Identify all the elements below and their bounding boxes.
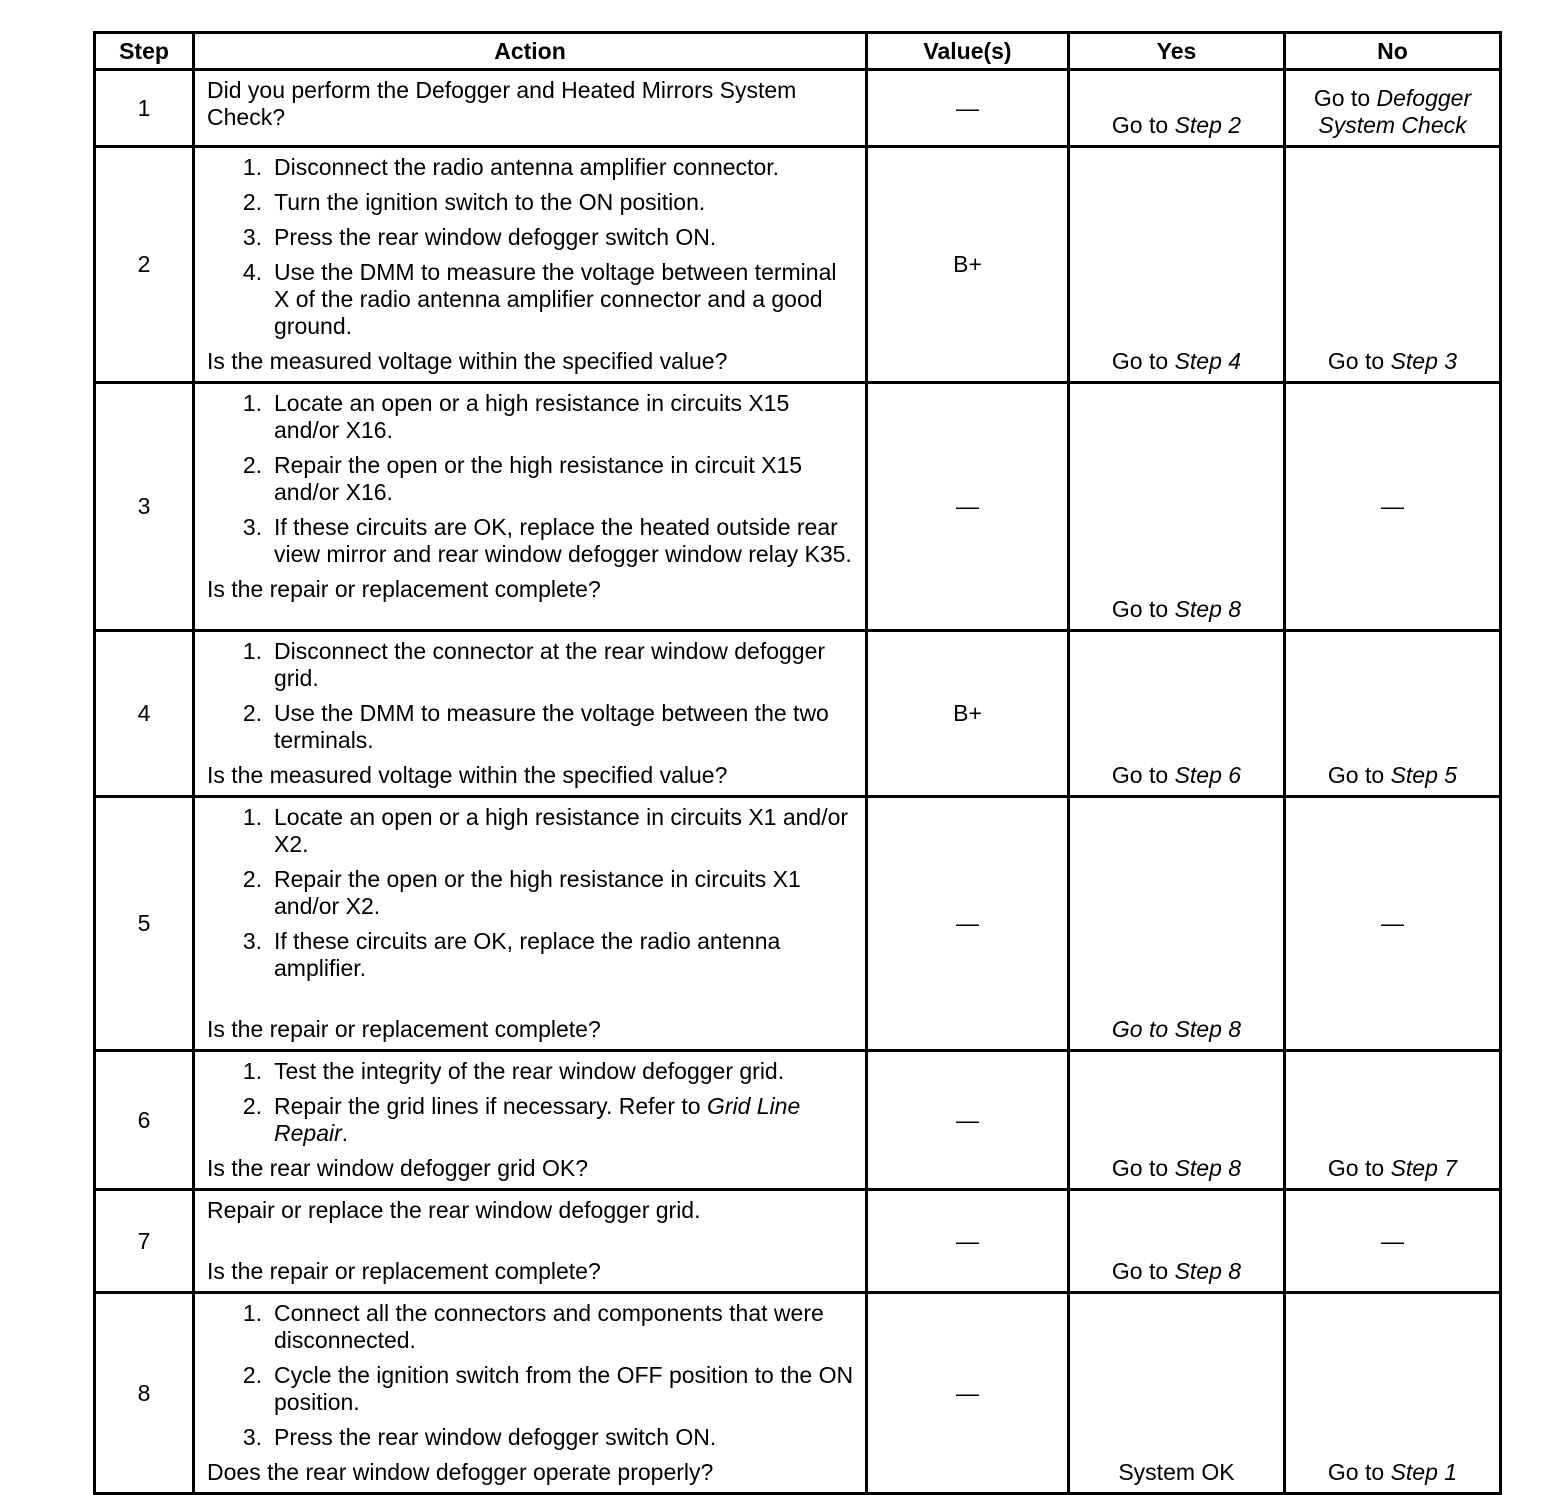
action-question: Does the rear window defogger operate properly? [207,1459,714,1485]
action-step [207,514,855,568]
no-cell [1285,797,1501,1051]
no-prefix: Go to [1327,1459,1391,1485]
action-step [207,154,855,181]
value-cell: — [867,1293,1069,1494]
no-prefix: Go to [1327,348,1391,374]
no-ref: Defogger System Check [1318,85,1472,138]
action-step-text: Repair the open or the high resistance in circuit X15 and/or X16. [274,452,803,505]
action-step [207,189,855,216]
table-row [95,70,1501,147]
yes-prefix: Go to [1111,348,1175,374]
action-steps [207,638,855,754]
yes-prefix: Go to [1111,1155,1175,1181]
action-step-number: 4. [242,259,262,285]
no-text: — [1381,493,1404,519]
yes-cell [1069,797,1285,1051]
action-step [207,390,855,444]
action-question: Is the repair or replacement complete? [207,1258,601,1284]
action-step-text: If these circuits are OK, replace the radio antenna amplifier. [274,928,781,981]
action-step-text: Connect all the connectors and components that were disconnected. [274,1300,824,1353]
action-step [207,1300,855,1354]
header-action: Action [194,33,867,70]
action-step-text: Locate an open or a high resistance in circuits X15 and/or X16. [274,390,790,443]
action-cell [194,797,867,1051]
action-step-number: 2. [242,189,262,215]
no-cell [1285,1190,1501,1293]
action-step [207,1424,855,1451]
yes-prefix: Go to [1111,112,1175,138]
action-question: Is the rear window defogger grid OK? [207,1155,588,1181]
action-step [207,866,855,920]
header-step: Step [95,33,194,70]
action-step [207,928,855,982]
action-step [207,259,855,340]
table-row [95,1293,1501,1494]
action-step-text-tail: . [341,1120,349,1146]
step-number: 8 [95,1293,194,1494]
action-step-text: If these circuits are OK, replace the heated outside rear view mirror and rear window defogger window relay K35. [274,514,852,567]
action-step-number: 1. [242,1300,262,1326]
no-ref: Step 1 [1390,1459,1458,1485]
action-step-number: 1. [242,638,262,664]
action-cell [194,1051,867,1190]
yes-ref: Step 8 [1174,1258,1242,1284]
action-cell [194,1293,867,1494]
table-body [95,70,1501,1494]
action-step-number: 2. [242,1362,262,1388]
action-step-number: 2. [242,866,262,892]
action-cell [194,70,867,147]
action-step [207,700,855,754]
action-question: Is the repair or replacement complete? [207,576,601,602]
action-step-text: Cycle the ignition switch from the OFF position to the ON position. [274,1362,854,1415]
action-cell [194,1190,867,1293]
action-step-text: Use the DMM to measure the voltage between terminal X of the radio antenna amplifier connector and a good ground. [274,259,837,339]
table-row [95,383,1501,631]
no-cell [1285,70,1501,147]
yes-text: System OK [1118,1459,1235,1485]
action-step-number: 1. [242,154,262,180]
action-intro: Did you perform the Defogger and Heated Mirrors System Check? [207,77,797,130]
value-cell: — [867,1190,1069,1293]
step-number: 7 [95,1190,194,1293]
action-step-number: 3. [242,1424,262,1450]
action-cell [194,631,867,797]
value-cell: — [867,797,1069,1051]
no-text: — [1381,1227,1404,1254]
action-step-text: Press the rear window defogger switch ON. [274,224,717,250]
step-number: 4 [95,631,194,797]
action-cell [194,383,867,631]
value-cell: — [867,70,1069,147]
action-step-number: 2. [242,700,262,726]
yes-ref: Step 6 [1174,762,1242,788]
table-row [95,1051,1501,1190]
action-step-number: 1. [242,804,262,830]
action-step-number: 2. [242,1093,262,1119]
action-steps [207,1300,855,1451]
action-step-text: Disconnect the connector at the rear window defogger grid. [274,638,826,691]
action-step [207,1362,855,1416]
action-cell [194,147,867,383]
yes-cell [1069,383,1285,631]
table-row [95,147,1501,383]
header-row [95,33,1501,70]
yes-ref: Step 2 [1174,112,1242,138]
no-cell [1285,147,1501,383]
yes-cell [1069,147,1285,383]
value-cell: — [867,1051,1069,1190]
action-question: Is the repair or replacement complete? [207,1016,601,1042]
no-ref: Step 3 [1390,348,1458,374]
yes-cell [1069,1190,1285,1293]
value-cell: B+ [867,147,1069,383]
yes-cell [1069,70,1285,147]
action-step-text: Test the integrity of the rear window defogger grid. [274,1058,785,1084]
no-prefix: Go to [1313,85,1377,111]
grid-line-repair-ref: Grid Line Repair [274,1093,801,1146]
yes-cell [1069,1051,1285,1190]
action-step-number: 2. [242,452,262,478]
step-number: 2 [95,147,194,383]
step-number: 5 [95,797,194,1051]
action-step [207,804,855,858]
action-step [207,1058,855,1085]
step-number: 3 [95,383,194,631]
table-row [95,1190,1501,1293]
action-steps [207,390,855,568]
action-step-text-part: Repair the grid lines if necessary. Refer to [274,1093,707,1119]
table-row [95,797,1501,1051]
action-step-text: Locate an open or a high resistance in circuits X1 and/or X2. [274,804,849,857]
no-text: — [1381,910,1404,936]
no-ref: Step 5 [1390,762,1458,788]
action-step [207,452,855,506]
yes-prefix: Go to [1111,1258,1175,1284]
step-number: 1 [95,70,194,147]
yes-prefix: Go to [1111,762,1175,788]
action-steps [207,804,855,982]
no-cell [1285,1293,1501,1494]
no-prefix: Go to [1327,762,1391,788]
action-step-text [274,1093,855,1147]
action-step-number: 1. [242,1058,262,1084]
action-intro: Repair or replace the rear window defogger grid. [207,1197,701,1223]
yes-cell [1069,1293,1285,1494]
action-step-text: Repair the open or the high resistance in circuits X1 and/or X2. [274,866,801,919]
action-steps [207,154,855,340]
action-step-text: Turn the ignition switch to the ON position. [274,189,706,215]
no-cell [1285,1051,1501,1190]
diagnostic-table [93,31,1502,1495]
action-question: Is the measured voltage within the specified value? [207,762,728,788]
header-no: No [1285,33,1501,70]
action-step-number: 3. [242,224,262,250]
yes-ref: Step 8 [1174,596,1242,622]
action-question: Is the measured voltage within the specified value? [207,348,728,374]
no-cell [1285,631,1501,797]
yes-ref: Step 8 [1174,1155,1242,1181]
no-ref: Step 7 [1390,1155,1458,1181]
header-values: Value(s) [867,33,1069,70]
value-cell: — [867,383,1069,631]
yes-cell [1069,631,1285,797]
yes-prefix: Go to [1111,596,1175,622]
header-yes: Yes [1069,33,1285,70]
action-steps [207,1058,855,1147]
action-step-number: 1. [242,390,262,416]
action-step [207,638,855,692]
action-step-number: 3. [242,928,262,954]
table-row [95,631,1501,797]
action-step-text: Disconnect the radio antenna amplifier connector. [274,154,780,180]
no-prefix: Go to [1327,1155,1391,1181]
action-step-number: 3. [242,514,262,540]
yes-ref: Step 4 [1174,348,1242,374]
yes-ref: Go to Step 8 [1111,1016,1242,1042]
action-step [207,1093,855,1147]
no-cell [1285,383,1501,631]
action-step-text: Use the DMM to measure the voltage between the two terminals. [274,700,829,753]
value-cell: B+ [867,631,1069,797]
action-step-text: Press the rear window defogger switch ON. [274,1424,717,1450]
step-number: 6 [95,1051,194,1190]
action-step [207,224,855,251]
